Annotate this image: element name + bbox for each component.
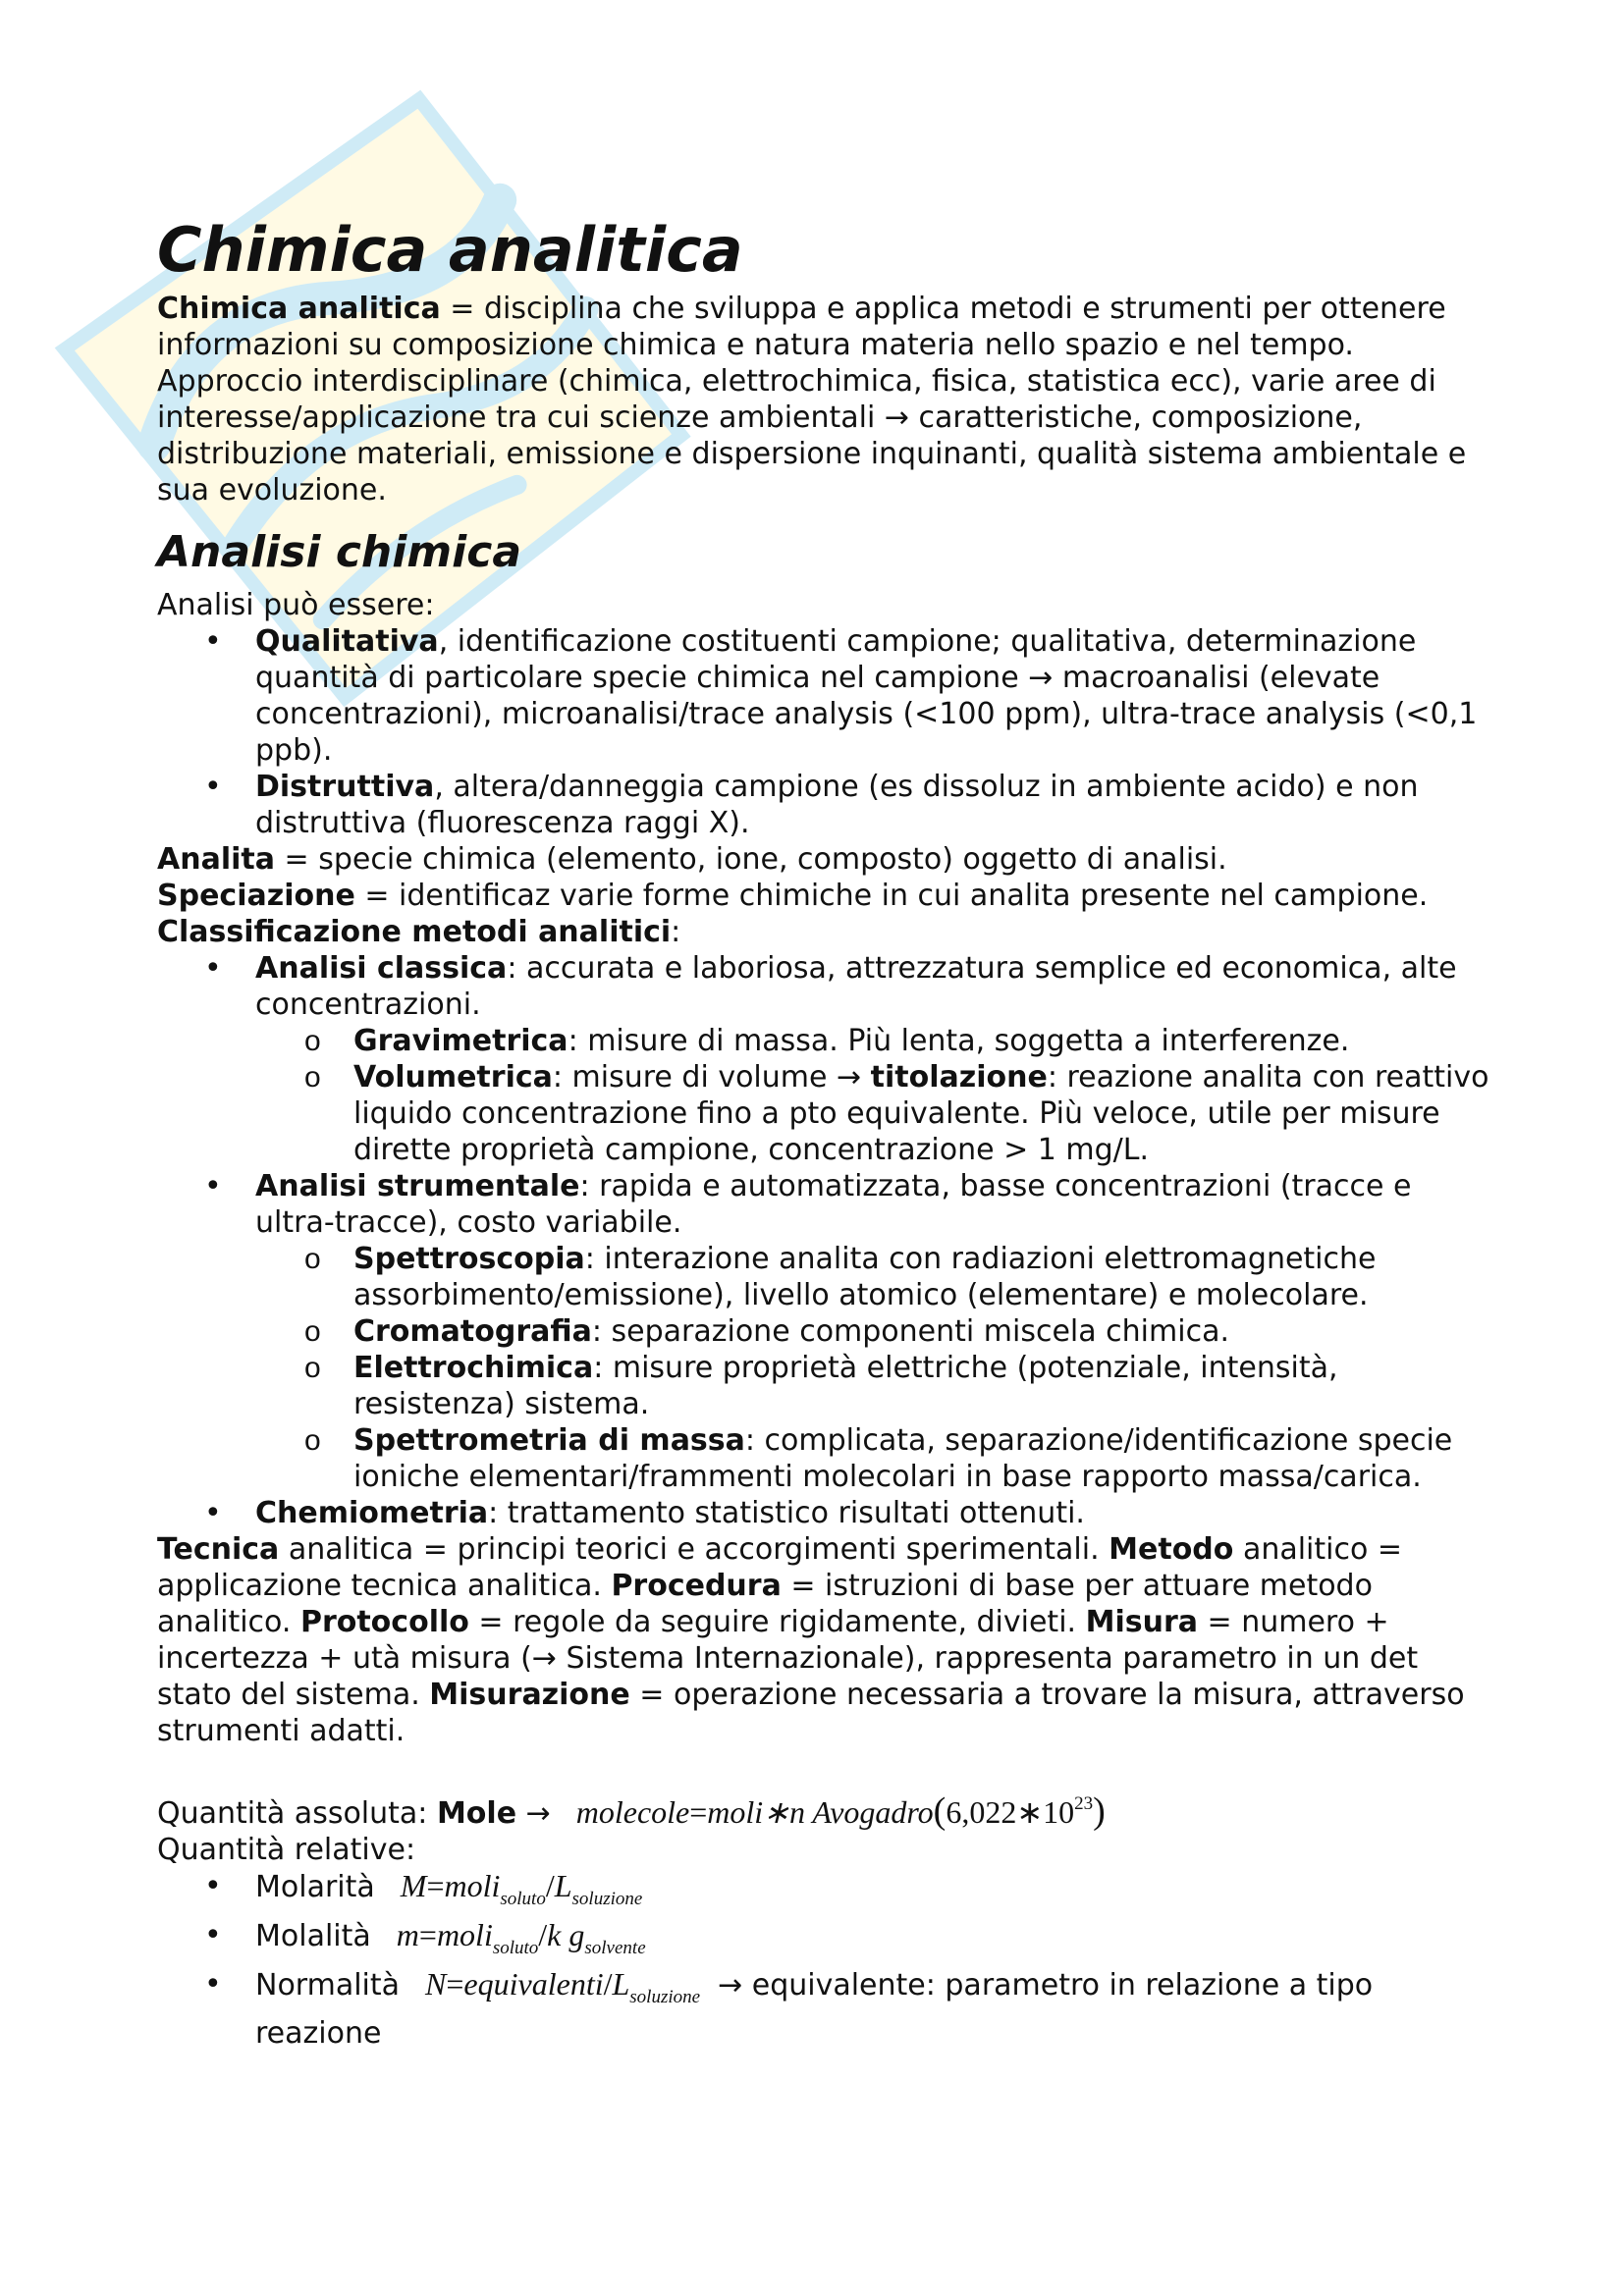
list-item: • Normalità $N=equivalenti/L_{soluzione}$ → equivalente: parametro in relazione a tipo reazione <box>157 1966 1492 2052</box>
page-title: Chimica analitica <box>157 214 743 286</box>
normality-formula: $N=equivalenti/L_{soluzione}$ <box>425 1966 701 2007</box>
list-item: • Chemiometria: trattamento statistico risultati ottenuti. <box>157 1495 1492 1531</box>
relative-quantities-list <box>157 1868 1492 2052</box>
analysis-lead: Analisi può essere: <box>157 588 435 622</box>
mole-formula: molecole=moli∗n $Avogadro(6,022∗10^{23})$ <box>575 1790 1106 1832</box>
list-item: o Gravimetrica: misure di massa. Più lenta, soggetta a interferenze. <box>255 1023 1492 1059</box>
analita-definition: Analita = specie chimica (elemento, ione, composto) oggetto di analisi. <box>157 842 1227 877</box>
document-page <box>157 216 1492 2052</box>
molarity-formula: $M=moli_{soluto}/L_{soluzione}$ <box>400 1868 643 1909</box>
list-item: o Cromatografia: separazione componenti miscela chimica. <box>255 1313 1492 1350</box>
definitions-paragraph: Tecnica analitica = principi teorici e accorgimenti sperimentali. Metodo analitico = applicazione tecnica analitica. Procedura = istruzioni di base per attuare metodo analitico. Protocollo = regole da seguire rigidamente, divieti. Misura = numero + incertezza + utà misura (→ Sistema Internazionale), rappresenta parametro in un det stato del sistema. Misurazione = operazione necessaria a trovare la misura, attraverso strumenti adatti. <box>157 1532 1465 1748</box>
list-item: • Analisi classica: accurata e laboriosa, attrezzatura semplice ed economica, alte concentrazioni. o Gravimetrica: misure di massa. Più lenta, soggetta a interferenze. o Volumetrica: misure di volume → titolazione: reazione analita con reattivo liquido concentrazione fino a pto equivalente. Più veloce, utile per misure dirette proprietà campione, concentrazione > 1 mg/L. <box>157 950 1492 1168</box>
instrumental-sublist <box>255 1241 1492 1495</box>
list-item: o Spettrometria di massa: complicata, separazione/identificazione specie ioniche elementari/frammenti molecolari in base rapporto massa/carica. <box>255 1422 1492 1495</box>
list-item: o Elettrochimica: misure proprietà elettriche (potenziale, intensità, resistenza) sistema. <box>255 1350 1492 1422</box>
intro-paragraph: Chimica analitica = disciplina che sviluppa e applica metodi e strumenti per ottenere informazioni su composizione chimica e natura materia nello spazio e nel tempo. Approccio interdisciplinare (chimica, elettrochimica, fisica, statistica ecc), varie aree di interesse/applicazione tra cui scienze ambientali → caratteristiche, composizione, distribuzione materiali, emissione e dispersione inquinanti, qualità sistema ambientale e sua evoluzione. <box>157 292 1467 507</box>
relative-quantities-label: Quantità relative: <box>157 1833 416 1867</box>
classical-sublist <box>255 1023 1492 1168</box>
list-item: o Spettroscopia: interazione analita con radiazioni elettromagnetiche assorbimento/emissione), livello atomico (elementare) e molecolare. <box>255 1241 1492 1313</box>
analysis-types-list <box>157 623 1492 841</box>
list-item: • Molarità $M=moli_{soluto}/L_{soluzione}$ <box>157 1868 1492 1917</box>
classification-heading: Classificazione metodi analitici: <box>157 915 681 949</box>
absolute-quantity: Quantità assoluta: Mole → molecole=moli∗n $Avogadro(6,022∗10^{23})$ <box>157 1790 1106 1832</box>
methods-list <box>157 950 1492 1531</box>
list-item: • Qualitativa, identificazione costituenti campione; qualitativa, determinazione quantità di particolare specie chimica nel campione → macroanalisi (elevate concentrazioni), microanalisi/trace analysis (<100 ppm), ultra-trace analysis (<0,1 ppb). <box>157 623 1492 769</box>
molality-formula: m=moli$_{soluto}$/k $g_{solvente}$ <box>396 1917 646 1958</box>
list-item: o Volumetrica: misure di volume → titolazione: reazione analita con reattivo liquido concentrazione fino a pto equivalente. Più veloce, utile per misure dirette proprietà campione, concentrazione > 1 mg/L. <box>255 1059 1492 1168</box>
list-item: • Molalità m=moli$_{soluto}$/k $g_{solvente}$ <box>157 1917 1492 1966</box>
speciazione-definition: Speciazione = identificaz varie forme chimiche in cui analita presente nel campione. <box>157 879 1429 913</box>
section-heading: Analisi chimica <box>157 527 522 577</box>
list-item: • Analisi strumentale: rapida e automatizzata, basse concentrazioni (tracce e ultra-tracce), costo variabile. o Spettroscopia: interazione analita con radiazioni elettromagnetiche assorbimento/emissione), livello atomico (elementare) e molecolare. o Cromatografia: separazione componenti miscela chimica. o Elettrochimica: misure proprietà elettriche (potenziale, intensità, resistenza) sistema. o Spettrometria di massa: complicata, separazione/identificazione specie ioniche elementari/frammenti molecolari in base rapporto massa/carica. <box>157 1168 1492 1495</box>
list-item: • Distruttiva, altera/danneggia campione (es dissoluz in ambiente acido) e non distruttiva (fluorescenza raggi X). <box>157 769 1492 841</box>
